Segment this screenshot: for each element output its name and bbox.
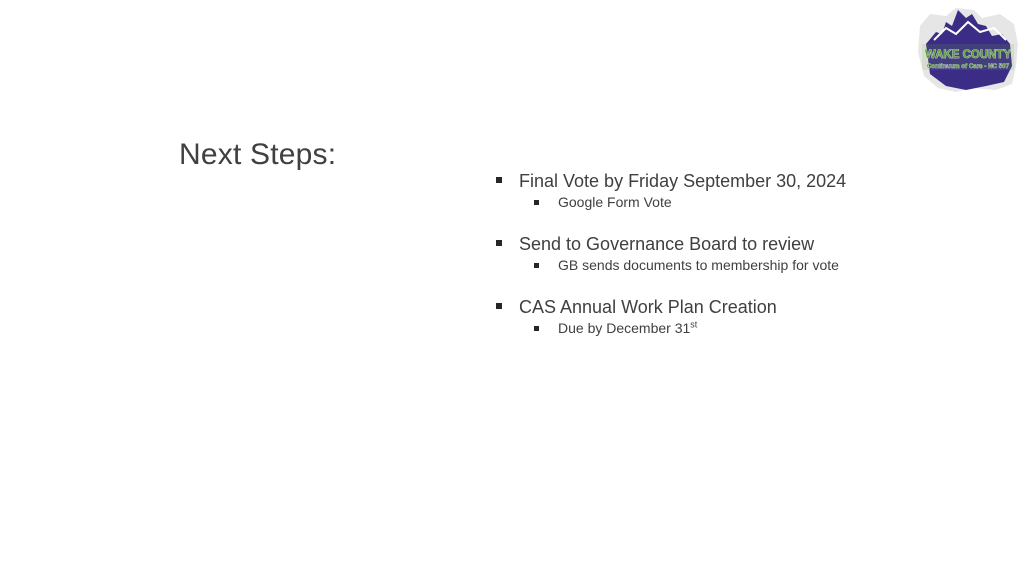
sub-list-item: [494, 193, 994, 212]
ordinal-suffix: st: [690, 319, 698, 330]
sub-list-item: [494, 319, 994, 338]
bullet-text: CAS Annual Work Plan Creation: [519, 297, 777, 317]
bullet-group-governance-board: [494, 232, 994, 275]
slide-title: Next Steps:: [179, 138, 337, 171]
list-item: [494, 169, 994, 193]
bullet-text: Final Vote by Friday September 30, 2024: [519, 171, 847, 191]
bullet-text: Send to Governance Board to review: [519, 234, 815, 254]
bullet-group-final-vote: [494, 169, 994, 212]
bullet-group-work-plan: [494, 295, 994, 338]
square-bullet-icon: [496, 240, 502, 246]
square-bullet-icon: [534, 200, 539, 205]
sub-bullet-text: Google Form Vote: [558, 194, 672, 210]
sub-list-item: [494, 256, 994, 275]
logo-line2: Continuum of Care - NC 507: [926, 63, 1010, 70]
logo-line1: WAKE COUNTY: [924, 49, 1012, 61]
list-item: [494, 295, 994, 319]
square-bullet-icon: [496, 303, 502, 309]
bullet-list: [494, 169, 994, 358]
square-bullet-icon: [534, 263, 539, 268]
square-bullet-icon: [534, 326, 539, 331]
list-item: [494, 232, 994, 256]
wake-county-logo: [916, 4, 1020, 94]
sub-bullet-text: GB sends documents to membership for vote: [558, 257, 839, 273]
square-bullet-icon: [496, 177, 502, 183]
sub-bullet-text: Due by December 31: [558, 320, 691, 336]
